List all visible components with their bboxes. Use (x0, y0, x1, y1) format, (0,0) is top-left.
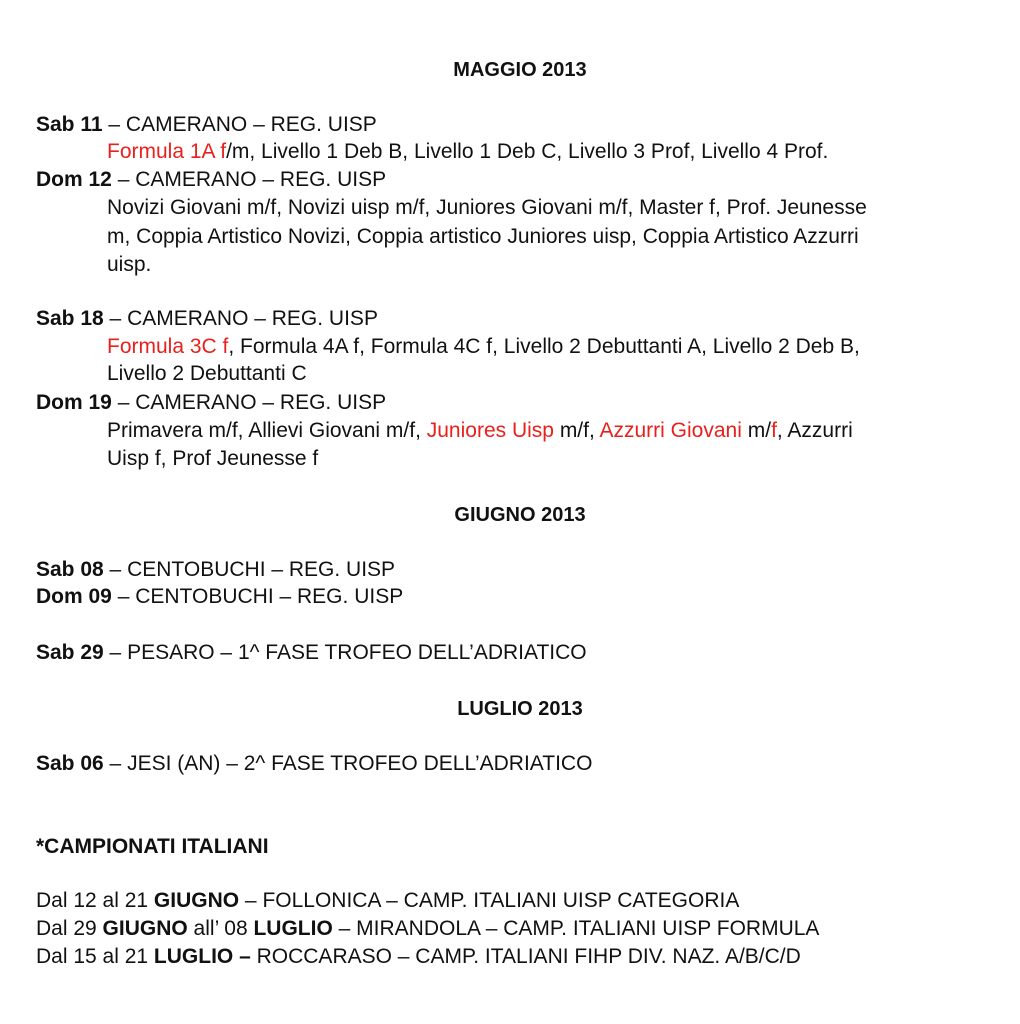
campionati-heading: *CAMPIONATI ITALIANI (36, 835, 269, 858)
event-day: Sab 11 (36, 113, 103, 136)
month-label: LUGLIO (253, 917, 333, 940)
event-categories: Novizi Giovani m/f, Novizi uisp m/f, Juniores Giovani m/f, Master f, Prof. Jeunesse (107, 196, 867, 219)
event-place: – CENTOBUCHI – REG. UISP (111, 585, 404, 608)
championship-info: ROCCARASO – CAMP. ITALIANI FIHP DIV. NAZ. A/B/C/D (250, 945, 801, 968)
category-list: m/f, (553, 419, 600, 442)
highlighted-category: Azzurri Giovani (599, 419, 742, 442)
event-day: Sab 18 (36, 307, 104, 330)
month-label: GIUGNO (153, 889, 240, 912)
event-categories: uisp. (107, 253, 152, 276)
event-categories: m, Coppia Artistico Novizi, Coppia artistico Juniores uisp, Coppia Artistico Azzurri (107, 225, 859, 248)
date-range: Dal 29 (36, 917, 103, 940)
event-place: – PESARO – 1^ FASE TROFEO DELL’ADRIATICO (103, 641, 587, 664)
event-categories: Livello 2 Debuttanti C (107, 362, 307, 385)
month-heading-maggio: MAGGIO 2013 (453, 59, 587, 81)
event-place: – CAMERANO – REG. UISP (111, 391, 387, 414)
category-list: m/ (741, 419, 772, 442)
event-dom-09 (36, 584, 403, 610)
month-label: GIUGNO (102, 917, 188, 940)
highlighted-category: Formula 3C f (107, 335, 229, 358)
event-categories (107, 334, 860, 360)
category-list: , Azzurri (776, 419, 853, 442)
date-range: Dal 12 al 21 (36, 889, 154, 912)
highlighted-category: Juniores Uisp (426, 419, 554, 442)
championship-mirandola (36, 916, 819, 942)
event-sab-06 (36, 751, 592, 777)
event-day: Sab 29 (36, 641, 104, 664)
month-heading-giugno: GIUGNO 2013 (454, 504, 586, 526)
event-day: Dom 09 (36, 585, 112, 608)
category-list: /m, Livello 1 Deb B, Livello 1 Deb C, Livello 3 Prof, Livello 4 Prof. (226, 140, 829, 163)
event-dom-12 (36, 167, 386, 193)
event-dom-19 (36, 390, 386, 416)
event-place: – CENTOBUCHI – REG. UISP (103, 558, 396, 581)
event-day: Sab 06 (36, 752, 104, 775)
event-categories (107, 139, 828, 165)
event-day: Dom 19 (36, 391, 112, 414)
date-range: all’ 08 (187, 917, 254, 940)
category-list: Primavera m/f, Allievi Giovani m/f, (107, 419, 427, 442)
month-label: LUGLIO – (153, 945, 251, 968)
event-sab-11 (36, 112, 377, 138)
category-list: , Formula 4A f, Formula 4C f, Livello 2 Debuttanti A, Livello 2 Deb B, (228, 335, 860, 358)
date-range: Dal 15 al 21 (36, 945, 154, 968)
event-categories: Uisp f, Prof Jeunesse f (107, 447, 319, 470)
month-heading-luglio: LUGLIO 2013 (457, 698, 583, 720)
event-place: – CAMERANO – REG. UISP (111, 168, 387, 191)
event-categories (107, 418, 853, 444)
championship-follonica (36, 888, 739, 914)
event-day: Dom 12 (36, 168, 112, 191)
championship-roccaraso (36, 944, 801, 970)
highlighted-category: f (771, 419, 777, 442)
championship-info: – FOLLONICA – CAMP. ITALIANI UISP CATEGORIA (239, 889, 740, 912)
championship-info: – MIRANDOLA – CAMP. ITALIANI UISP FORMULA (332, 917, 820, 940)
highlighted-category: Formula 1A f (107, 140, 227, 163)
event-place: – CAMERANO – REG. UISP (102, 113, 377, 136)
event-sab-18 (36, 306, 378, 332)
event-day: Sab 08 (36, 558, 104, 581)
event-sab-29 (36, 640, 587, 666)
event-sab-08 (36, 557, 395, 583)
event-place: – JESI (AN) – 2^ FASE TROFEO DELL’ADRIATICO (103, 752, 593, 775)
event-place: – CAMERANO – REG. UISP (103, 307, 378, 330)
